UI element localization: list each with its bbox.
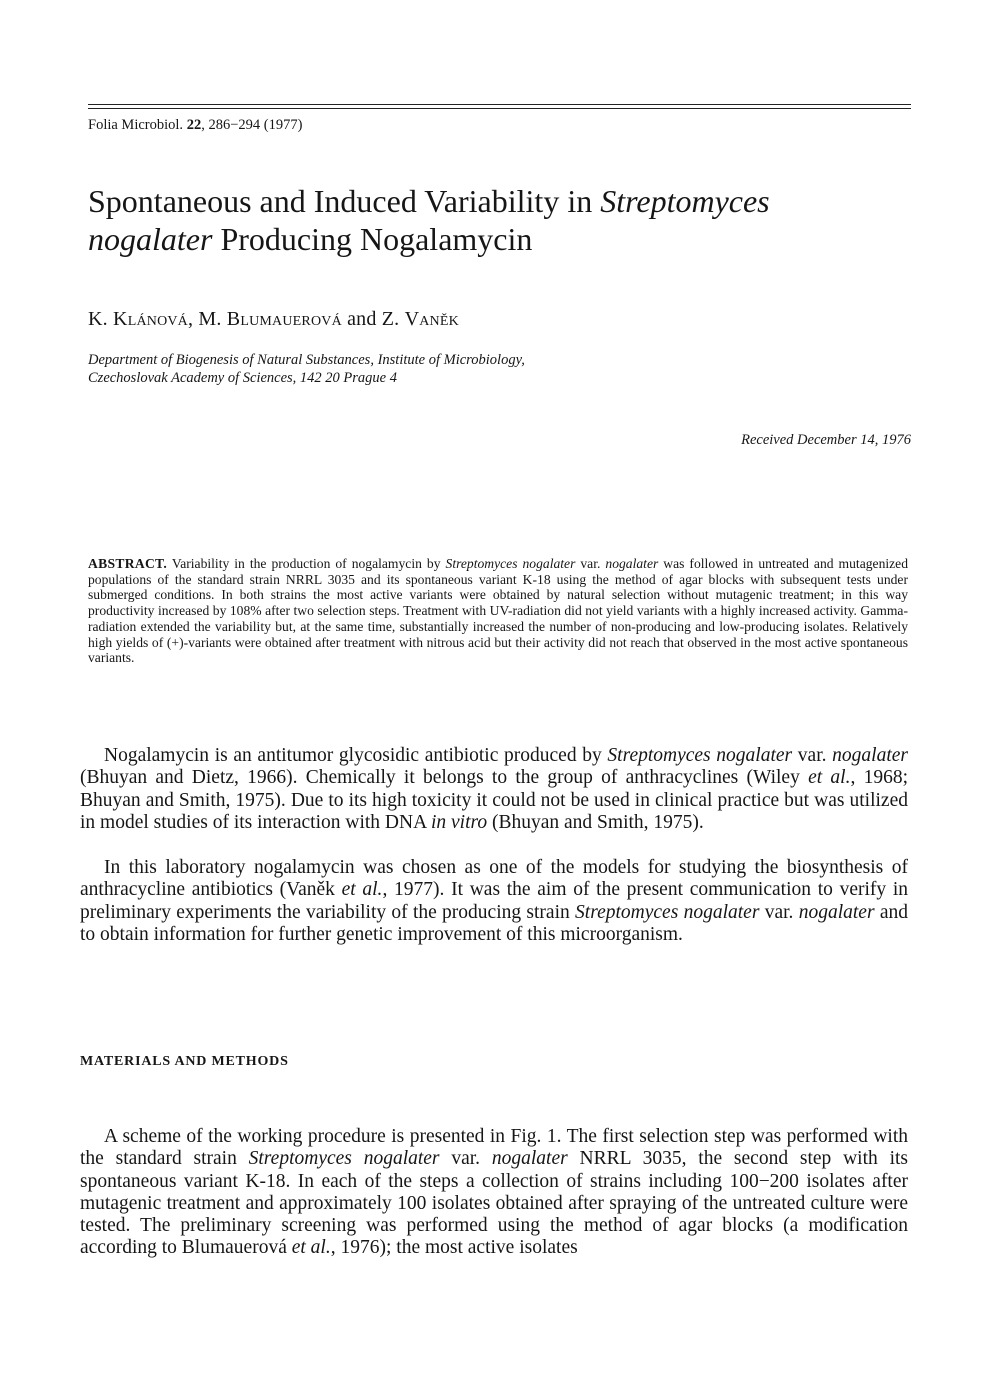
abstract-label: ABSTRACT. — [88, 556, 168, 571]
methods-paragraph-1: A scheme of the working procedure is presented in Fig. 1. The first selection step was performed with the standard strain Streptomyces nogalater var. nogalater NRRL 3035, the second step with its spontaneous variant K-18. In each of the steps a collection of strains including 100−200 isolates after mutagenic treatment and approximately 100 isolates obtained after spraying of the untreated culture were tested. The preliminary screening was performed using the method of agar blocks (a modification according to Blumauerová et al., 1976); the most active isolates — [80, 1126, 908, 1259]
intro-paragraph-1: Nogalamycin is an antitumor glycosidic antibiotic produced by Streptomyces nogalater var. nogalater (Bhuyan and Dietz, 1966). Chemically it belongs to the group of anthracyclines (Wiley et al., 1968; Bhuyan and Smith, 1975). Due to its high toxicity it could not be used in clinical practice but was utilized in model studies of its interaction with DNA in vitro (Bhuyan and Smith, 1975). — [80, 745, 908, 833]
article-title: Spontaneous and Induced Variability in Streptomyces nogalater Producing Nogalamycin — [88, 183, 770, 257]
header-rule-top — [88, 104, 911, 105]
header-rule-bottom — [88, 108, 911, 109]
journal-volume: 22 — [186, 117, 202, 133]
author-klanova: Klánová — [113, 308, 188, 330]
author-list: K. Klánová, M. Blumauerová and Z. Vaněk — [88, 308, 459, 330]
journal-citation: Folia Microbiol. 22, 286−294 (1977) — [88, 117, 303, 133]
affiliation-line-2: Czechoslovak Academy of Sciences, 142 20 Prague 4 — [88, 370, 397, 386]
intro-paragraph-2: In this laboratory nogalamycin was chosen as one of the models for studying the biosynthesis of anthracycline antibiotics (Vaněk et al., 1977). It was the aim of the present communication to verify in preliminary experiments the variability of the producing strain Streptomyces nogalater var. nogalater and to obtain information for further genetic improvement of this microorganism. — [80, 857, 909, 945]
received-date: Received December 14, 1976 — [741, 432, 911, 448]
affiliation — [88, 351, 525, 387]
abstract: ABSTRACT. Variability in the production of nogalamycin by Streptomyces nogalater var. nogalater was followed in untreated and mutagenized populations of the standard strain NRRL 3035 and its spontaneous variant K-18 using the method of agar blocks with subsequent tests under submerged conditions. In both strains the most active variants were obtained by natural selection without mutagenic treatment; in this way productivity increased by 108% after two selection steps. Treatment with UV-radiation did not yield variants with a highly increased activity. Gamma-radiation extended the variability but, at the same time, substantially increased the number of non-producing and low-producing isolates. Relatively high yields of (+)-variants were obtained after treatment with nitrous acid but their activity did not reach that observed in the most active spontaneous variants. — [88, 556, 909, 666]
author-blumauerova: Blumauerová — [226, 308, 342, 330]
section-heading-materials-methods: MATERIALS AND METHODS — [80, 1054, 289, 1069]
affiliation-line-1: Department of Biogenesis of Natural Substances, Institute of Microbiology, — [88, 352, 525, 368]
author-vanek: Vaněk — [404, 308, 459, 330]
